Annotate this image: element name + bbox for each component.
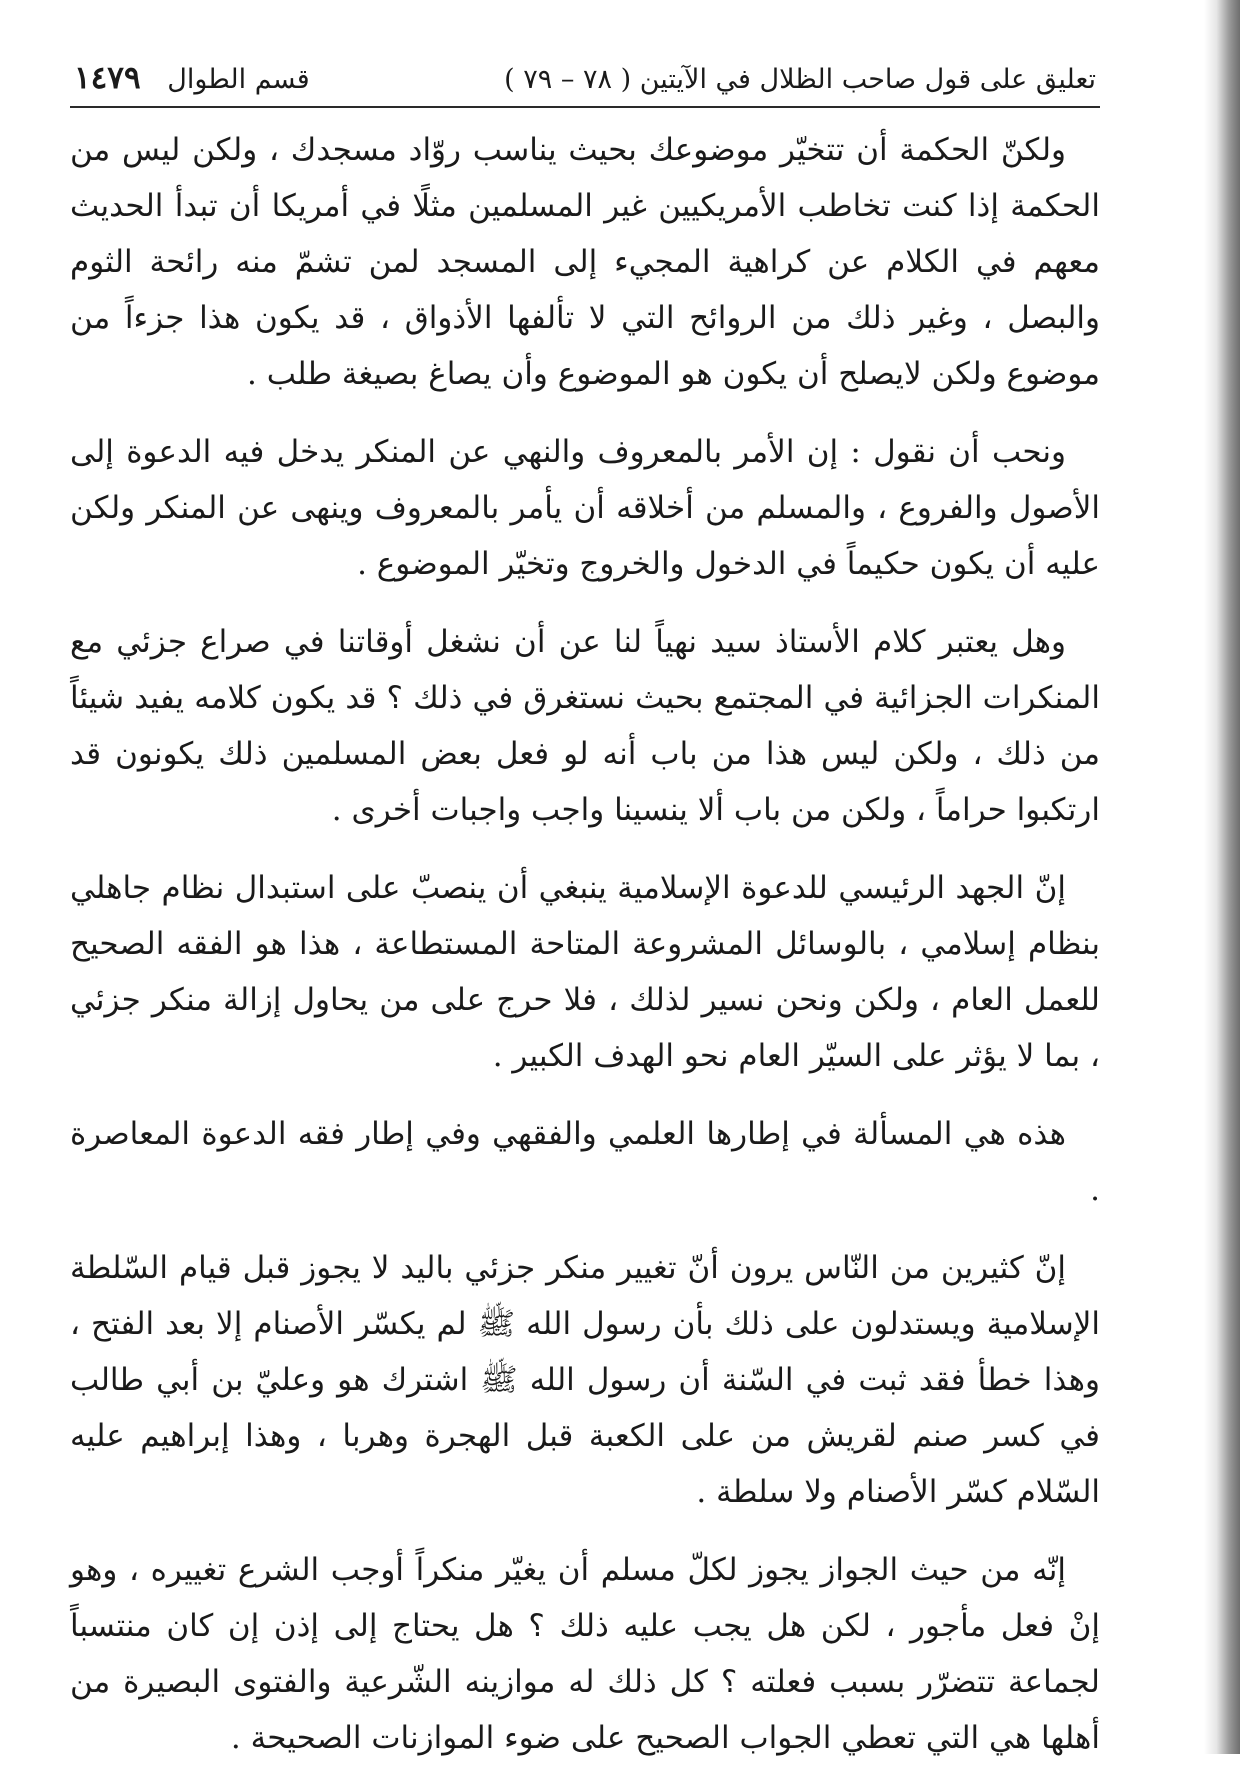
paragraph: ونحب أن نقول : إن الأمر بالمعروف والنهي عن المنكر يدخل فيه الدعوة إلى الأصول والفروع ، والمسلم من أخلاقه أن يأمر بالمعروف وينهى عن المنكر ولكن عليه أن يكون حكيماً في الدخول والخروج وتخيّر الموضوع . <box>70 434 1100 582</box>
paragraph: إنّ كثيرين من النّاس يرون أنّ تغيير منكر جزئي باليد لا يجوز قبل قيام السّلطة الإسلامية ويستدلون على ذلك بأن رسول الله ﷺ لم يكسّر الأصنام إلا بعد الفتح ، وهذا خطأ فقد ثبت في السّنة أن رسول الله ﷺ اشترك هو وعليّ بن أبي طالب في كسر صنم لقريش من على الكعبة قبل الهجرة وهربا ، وهذا إبراهيم عليه السّلام كسّر الأصنام ولا سلطة . <box>70 1250 1100 1510</box>
running-header <box>70 60 1100 108</box>
paragraph: إنّه من حيث الجواز يجوز لكلّ مسلم أن يغيّر منكراً أوجب الشرع تغييره ، وهو إنْ فعل مأجور ، لكن هل يجب عليه ذلك ؟ هل يحتاج إلى إذن إن كان منتسباً لجماعة تتضرّر بسبب فعلته ؟ كل ذلك له موازينه الشّرعية والفتوى البصيرة من أهلها هي التي تعطي الجواب الصحيح على ضوء الموازنات الصحيحة . <box>70 1552 1100 1756</box>
header-title: تعليق على قول صاحب الظلال في الآيتين ( ٧٨ – ٧٩ ) <box>504 64 1096 95</box>
header-section: قسم الطوال <box>167 64 310 95</box>
paragraph: هذه هي المسألة في إطارها العلمي والفقهي وفي إطار فقه الدعوة المعاصرة . <box>70 1116 1100 1208</box>
paragraph: ولكنّ الحكمة أن تتخيّر موضوعك بحيث يناسب روّاد مسجدك ، ولكن ليس من الحكمة إذا كنت تخاطب الأمريكيين غير المسلمين مثلًا في أمريكا أن تبدأ الحديث معهم في الكلام عن كراهية المجيء إلى المسجد لمن تشمّ منه رائحة الثوم والبصل ، وغير ذلك من الروائح التي لا تألفها الأذواق ، قد يكون هذا جزءاً من موضوع ولكن لايصلح أن يكون هو الموضوع وأن يصاغ بصيغة طلب . <box>70 132 1100 392</box>
page-edge-shadow <box>1204 0 1240 1754</box>
header-section-group <box>74 60 310 96</box>
paragraph: وهل يعتبر كلام الأستاذ سيد نهياً لنا عن أن نشغل أوقاتنا في صراع جزئي مع المنكرات الجزائية في المجتمع بحيث نستغرق في ذلك ؟ قد يكون كلامه يفيد شيئاً من ذلك ، ولكن ليس هذا من باب أنه لو فعل بعض المسلمين ذلك يكونون قد ارتكبوا حراماً ، ولكن من باب ألا ينسينا واجب واجبات أخرى . <box>70 624 1100 828</box>
page-number: ١٤٧٩ <box>74 60 141 96</box>
paragraph: إنّ الجهد الرئيسي للدعوة الإسلامية ينبغي أن ينصبّ على استبدال نظام جاهلي بنظام إسلامي ، بالوسائل المشروعة المتاحة المستطاعة ، هذا هو الفقه الصحيح للعمل العام ، ولكن ونحن نسير لذلك ، فلا حرج على من يحاول إزالة منكر جزئي ، بما لا يؤثر على السيّر العام نحو الهدف الكبير . <box>70 870 1100 1074</box>
book-page <box>70 60 1100 1788</box>
body-text <box>70 122 1100 1766</box>
